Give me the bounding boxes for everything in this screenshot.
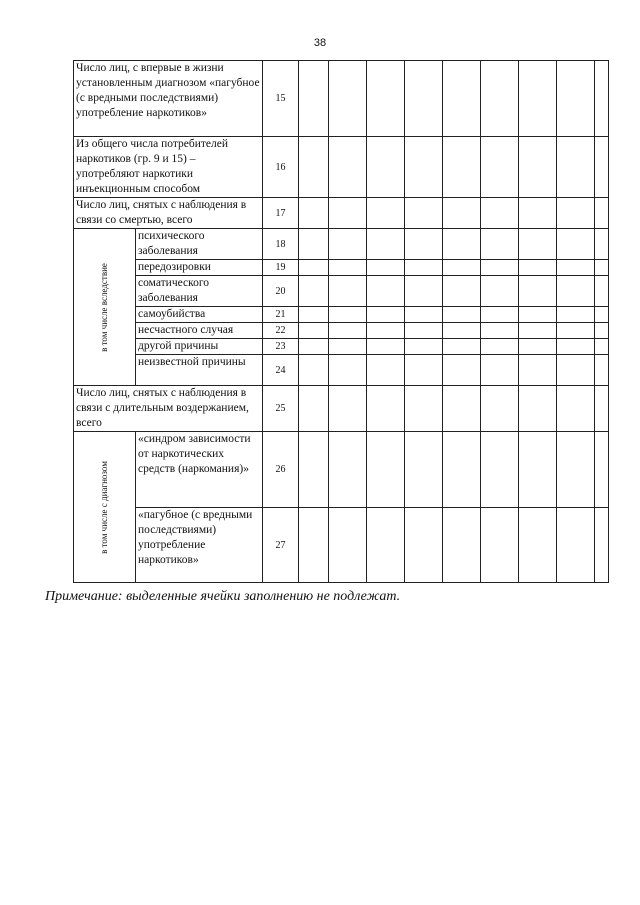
row-label: другой причины bbox=[136, 339, 263, 355]
data-cell[interactable] bbox=[299, 260, 329, 276]
data-cell[interactable] bbox=[557, 229, 595, 260]
data-cell[interactable] bbox=[519, 198, 557, 229]
table-row bbox=[74, 137, 609, 198]
data-cell[interactable] bbox=[443, 137, 481, 198]
data-cell[interactable] bbox=[367, 355, 405, 386]
data-cell[interactable] bbox=[519, 260, 557, 276]
data-cell[interactable] bbox=[443, 323, 481, 339]
row-label: самоубийства bbox=[136, 307, 263, 323]
data-cell[interactable] bbox=[367, 508, 405, 583]
data-cell[interactable] bbox=[329, 339, 367, 355]
data-cell[interactable] bbox=[329, 276, 367, 307]
data-cell[interactable] bbox=[329, 323, 367, 339]
table-row bbox=[74, 339, 609, 355]
table-row bbox=[74, 307, 609, 323]
data-cell[interactable] bbox=[443, 229, 481, 260]
row-code: 18 bbox=[263, 229, 299, 260]
data-cell[interactable] bbox=[557, 260, 595, 276]
data-cell[interactable] bbox=[405, 260, 443, 276]
data-cell[interactable] bbox=[329, 508, 367, 583]
data-cell[interactable] bbox=[481, 508, 519, 583]
footnote: Примечание: выделенные ячейки заполнению не подлежат. bbox=[45, 589, 401, 604]
data-cell[interactable] bbox=[595, 432, 609, 508]
data-cell[interactable] bbox=[405, 276, 443, 307]
data-cell[interactable] bbox=[557, 307, 595, 323]
row-label: неизвестной причины bbox=[136, 355, 263, 386]
data-cell[interactable] bbox=[329, 307, 367, 323]
data-cell[interactable] bbox=[367, 307, 405, 323]
table-row bbox=[74, 508, 609, 583]
table-row bbox=[74, 260, 609, 276]
table-row bbox=[74, 61, 609, 137]
row-label: Число лиц, снятых с наблюдения в связи со смертью, всего bbox=[74, 198, 263, 229]
data-cell[interactable] bbox=[595, 508, 609, 583]
data-cell[interactable] bbox=[405, 198, 443, 229]
data-cell[interactable] bbox=[481, 229, 519, 260]
data-cell[interactable] bbox=[557, 508, 595, 583]
data-cell[interactable] bbox=[443, 508, 481, 583]
data-cell[interactable] bbox=[405, 137, 443, 198]
group-label-cell bbox=[74, 432, 136, 583]
data-cell[interactable] bbox=[595, 323, 609, 339]
table-row bbox=[74, 229, 609, 260]
data-cell[interactable] bbox=[443, 61, 481, 137]
data-cell[interactable] bbox=[329, 355, 367, 386]
group-label-cell bbox=[74, 229, 136, 386]
data-cell[interactable] bbox=[557, 432, 595, 508]
data-cell[interactable] bbox=[299, 508, 329, 583]
data-cell[interactable] bbox=[329, 260, 367, 276]
table-row bbox=[74, 432, 609, 508]
data-cell[interactable] bbox=[481, 386, 519, 432]
data-cell[interactable] bbox=[481, 260, 519, 276]
data-cell[interactable] bbox=[405, 229, 443, 260]
data-cell[interactable] bbox=[299, 307, 329, 323]
data-cell[interactable] bbox=[405, 432, 443, 508]
data-cell[interactable] bbox=[595, 307, 609, 323]
data-cell[interactable] bbox=[329, 432, 367, 508]
data-cell[interactable] bbox=[519, 61, 557, 137]
data-cell[interactable] bbox=[481, 432, 519, 508]
data-cell[interactable] bbox=[367, 198, 405, 229]
data-cell[interactable] bbox=[299, 323, 329, 339]
row-label: передозировки bbox=[136, 260, 263, 276]
data-cell[interactable] bbox=[299, 229, 329, 260]
row-label: «пагубное (с вредными последствиями) употребление наркотиков» bbox=[136, 508, 263, 583]
data-cell[interactable] bbox=[595, 229, 609, 260]
data-cell[interactable] bbox=[299, 61, 329, 137]
data-cell[interactable] bbox=[405, 355, 443, 386]
data-cell[interactable] bbox=[367, 260, 405, 276]
data-cell[interactable] bbox=[481, 61, 519, 137]
data-cell[interactable] bbox=[299, 355, 329, 386]
row-label: Число лиц, с впервые в жизни установленным диагнозом «пагубное (с вредными последствиями) употребление наркотиков» bbox=[74, 61, 263, 137]
row-code: 19 bbox=[263, 260, 299, 276]
data-cell[interactable] bbox=[367, 137, 405, 198]
row-code: 25 bbox=[263, 386, 299, 432]
data-cell[interactable] bbox=[519, 323, 557, 339]
row-code: 15 bbox=[263, 61, 299, 137]
row-code: 23 bbox=[263, 339, 299, 355]
data-cell[interactable] bbox=[481, 276, 519, 307]
table-row bbox=[74, 355, 609, 386]
data-cell[interactable] bbox=[481, 323, 519, 339]
data-cell[interactable] bbox=[595, 198, 609, 229]
data-cell[interactable] bbox=[329, 229, 367, 260]
data-cell[interactable] bbox=[557, 355, 595, 386]
row-label: Из общего числа потребителей наркотиков (гр. 9 и 15) – употребляют наркотики инъекционным способом bbox=[74, 137, 263, 198]
row-label: соматического заболевания bbox=[136, 276, 263, 307]
data-cell[interactable] bbox=[367, 323, 405, 339]
data-cell[interactable] bbox=[405, 307, 443, 323]
data-cell[interactable] bbox=[367, 229, 405, 260]
data-cell[interactable] bbox=[557, 198, 595, 229]
data-cell[interactable] bbox=[299, 339, 329, 355]
table-row bbox=[74, 276, 609, 307]
data-cell[interactable] bbox=[405, 323, 443, 339]
row-code: 24 bbox=[263, 355, 299, 386]
data-cell[interactable] bbox=[481, 339, 519, 355]
data-cell[interactable] bbox=[557, 61, 595, 137]
data-cell[interactable] bbox=[519, 508, 557, 583]
data-cell[interactable] bbox=[443, 307, 481, 323]
table-row bbox=[74, 198, 609, 229]
data-cell[interactable] bbox=[519, 339, 557, 355]
data-cell[interactable] bbox=[595, 339, 609, 355]
data-cell[interactable] bbox=[405, 386, 443, 432]
table-row bbox=[74, 323, 609, 339]
data-cell[interactable] bbox=[443, 260, 481, 276]
data-cell[interactable] bbox=[595, 355, 609, 386]
data-cell[interactable] bbox=[367, 339, 405, 355]
data-cell[interactable] bbox=[519, 137, 557, 198]
data-cell[interactable] bbox=[481, 307, 519, 323]
row-label: несчастного случая bbox=[136, 323, 263, 339]
table-row bbox=[74, 386, 609, 432]
data-cell[interactable] bbox=[443, 339, 481, 355]
data-cell[interactable] bbox=[519, 355, 557, 386]
row-code: 27 bbox=[263, 508, 299, 583]
data-cell[interactable] bbox=[443, 198, 481, 229]
group-label-diagnosis: в том числе с диагнозом bbox=[99, 460, 109, 554]
data-cell[interactable] bbox=[443, 432, 481, 508]
data-cell[interactable] bbox=[299, 137, 329, 198]
data-cell[interactable] bbox=[481, 355, 519, 386]
data-cell[interactable] bbox=[557, 323, 595, 339]
page-number: 38 bbox=[313, 37, 327, 49]
row-code: 22 bbox=[263, 323, 299, 339]
data-cell[interactable] bbox=[595, 260, 609, 276]
data-cell[interactable] bbox=[443, 276, 481, 307]
data-cell[interactable] bbox=[405, 61, 443, 137]
data-cell[interactable] bbox=[557, 339, 595, 355]
data-cell[interactable] bbox=[405, 508, 443, 583]
data-cell[interactable] bbox=[367, 432, 405, 508]
row-code: 26 bbox=[263, 432, 299, 508]
data-cell[interactable] bbox=[519, 276, 557, 307]
data-cell[interactable] bbox=[329, 198, 367, 229]
data-cell[interactable] bbox=[519, 386, 557, 432]
row-label: психического заболевания bbox=[136, 229, 263, 260]
group-label-death: в том числе вследствие bbox=[99, 262, 110, 352]
row-code: 21 bbox=[263, 307, 299, 323]
row-label: Число лиц, снятых с наблюдения в связи с длительным воздержанием, всего bbox=[74, 386, 263, 432]
data-cell[interactable] bbox=[557, 137, 595, 198]
data-cell[interactable] bbox=[329, 61, 367, 137]
data-cell[interactable] bbox=[519, 229, 557, 260]
data-cell[interactable] bbox=[299, 276, 329, 307]
data-cell[interactable] bbox=[595, 386, 609, 432]
row-label: «синдром зависимости от наркотических средств (наркомания)» bbox=[136, 432, 263, 508]
data-cell[interactable] bbox=[595, 61, 609, 137]
data-cell[interactable] bbox=[481, 137, 519, 198]
data-cell[interactable] bbox=[405, 339, 443, 355]
data-cell[interactable] bbox=[519, 307, 557, 323]
data-cell[interactable] bbox=[443, 355, 481, 386]
data-cell[interactable] bbox=[367, 386, 405, 432]
data-cell[interactable] bbox=[329, 137, 367, 198]
data-cell[interactable] bbox=[557, 386, 595, 432]
statistics-table bbox=[73, 60, 609, 583]
data-cell[interactable] bbox=[519, 432, 557, 508]
data-cell[interactable] bbox=[367, 276, 405, 307]
data-cell[interactable] bbox=[481, 198, 519, 229]
data-cell[interactable] bbox=[443, 386, 481, 432]
data-cell[interactable] bbox=[299, 386, 329, 432]
row-code: 20 bbox=[263, 276, 299, 307]
row-code: 16 bbox=[263, 137, 299, 198]
data-cell[interactable] bbox=[367, 61, 405, 137]
data-cell[interactable] bbox=[595, 137, 609, 198]
row-code: 17 bbox=[263, 198, 299, 229]
data-cell[interactable] bbox=[557, 276, 595, 307]
data-cell[interactable] bbox=[595, 276, 609, 307]
data-cell[interactable] bbox=[299, 198, 329, 229]
data-cell[interactable] bbox=[299, 432, 329, 508]
data-cell[interactable] bbox=[329, 386, 367, 432]
